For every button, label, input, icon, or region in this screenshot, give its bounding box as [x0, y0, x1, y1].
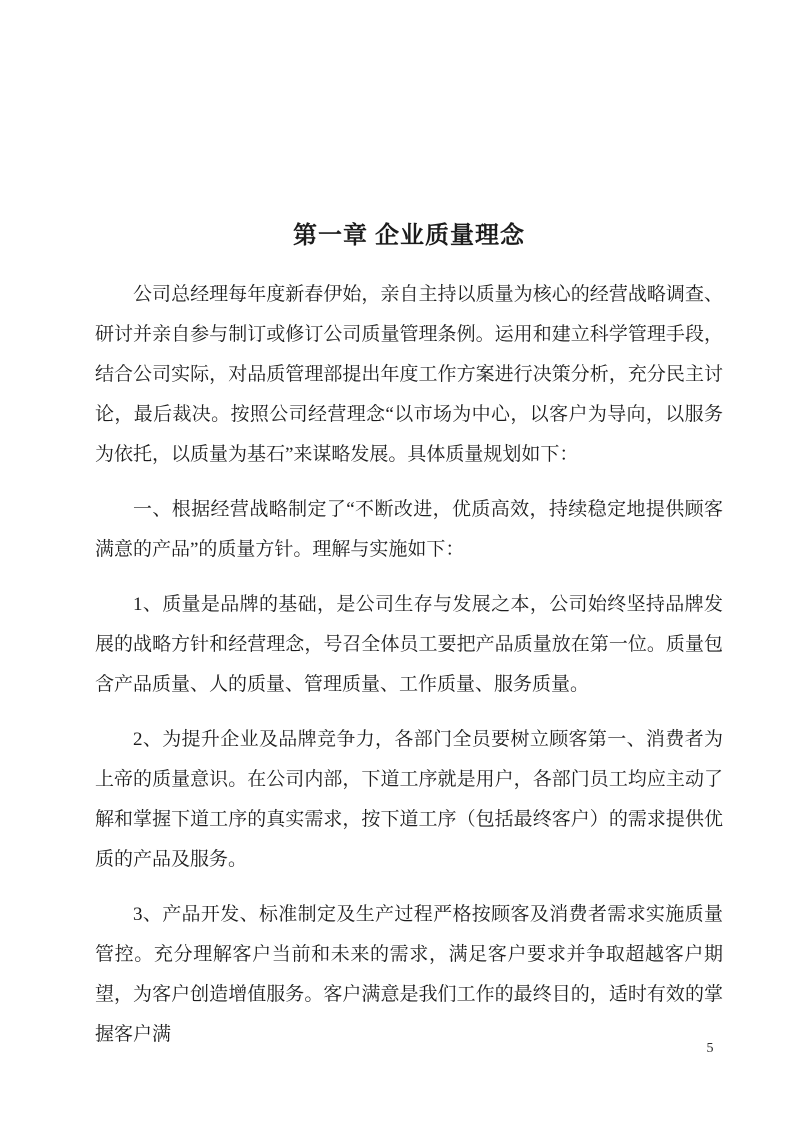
- document-content: [95, 219, 723, 1070]
- body-paragraph: 2、为提升企业及品牌竞争力，各部门全员要树立顾客第一、消费者为上帝的质量意识。在公司内部，下道工序就是用户，各部门员工均应主动了解和掌握下道工序的真实需求，按下道工序（包括最终客户）的需求提供优质的产品及服务。: [95, 729, 723, 870]
- body-paragraph: 公司总经理每年度新春伊始，亲自主持以质量为核心的经营战略调查、研讨并亲自参与制订或修订公司质量管理条例。运用和建立科学管理手段，结合公司实际，对品质管理部提出年度工作方案进行决策分析，充分民主讨论，最后裁决。按照公司经营理念“以市场为中心，以客户为导向，以服务为依托，以质量为基石”来谋略发展。具体质量规划如下：: [95, 284, 723, 465]
- body-paragraph: 一、根据经营战略制定了“不断改进，优质高效，持续稳定地提供顾客满意的产品”的质量方针。理解与实施如下：: [95, 499, 723, 560]
- body-paragraph: 1、质量是品牌的基础，是公司生存与发展之本，公司始终坚持品牌发展的战略方针和经营理念，号召全体员工要把产品质量放在第一位。质量包含产品质量、人的质量、管理质量、工作质量、服务质量。: [95, 594, 723, 695]
- body-paragraph: 3、产品开发、标准制定及生产过程严格按顾客及消费者需求实施质量管控。充分理解客户当前和未来的需求，满足客户要求并争取超越客户期望，为客户创造增值服务。客户满意是我们工作的最终目的，适时有效的掌握客户满: [95, 904, 723, 1045]
- page-number: 5: [706, 1041, 714, 1056]
- chapter-title: 第一章 企业质量理念: [293, 223, 525, 249]
